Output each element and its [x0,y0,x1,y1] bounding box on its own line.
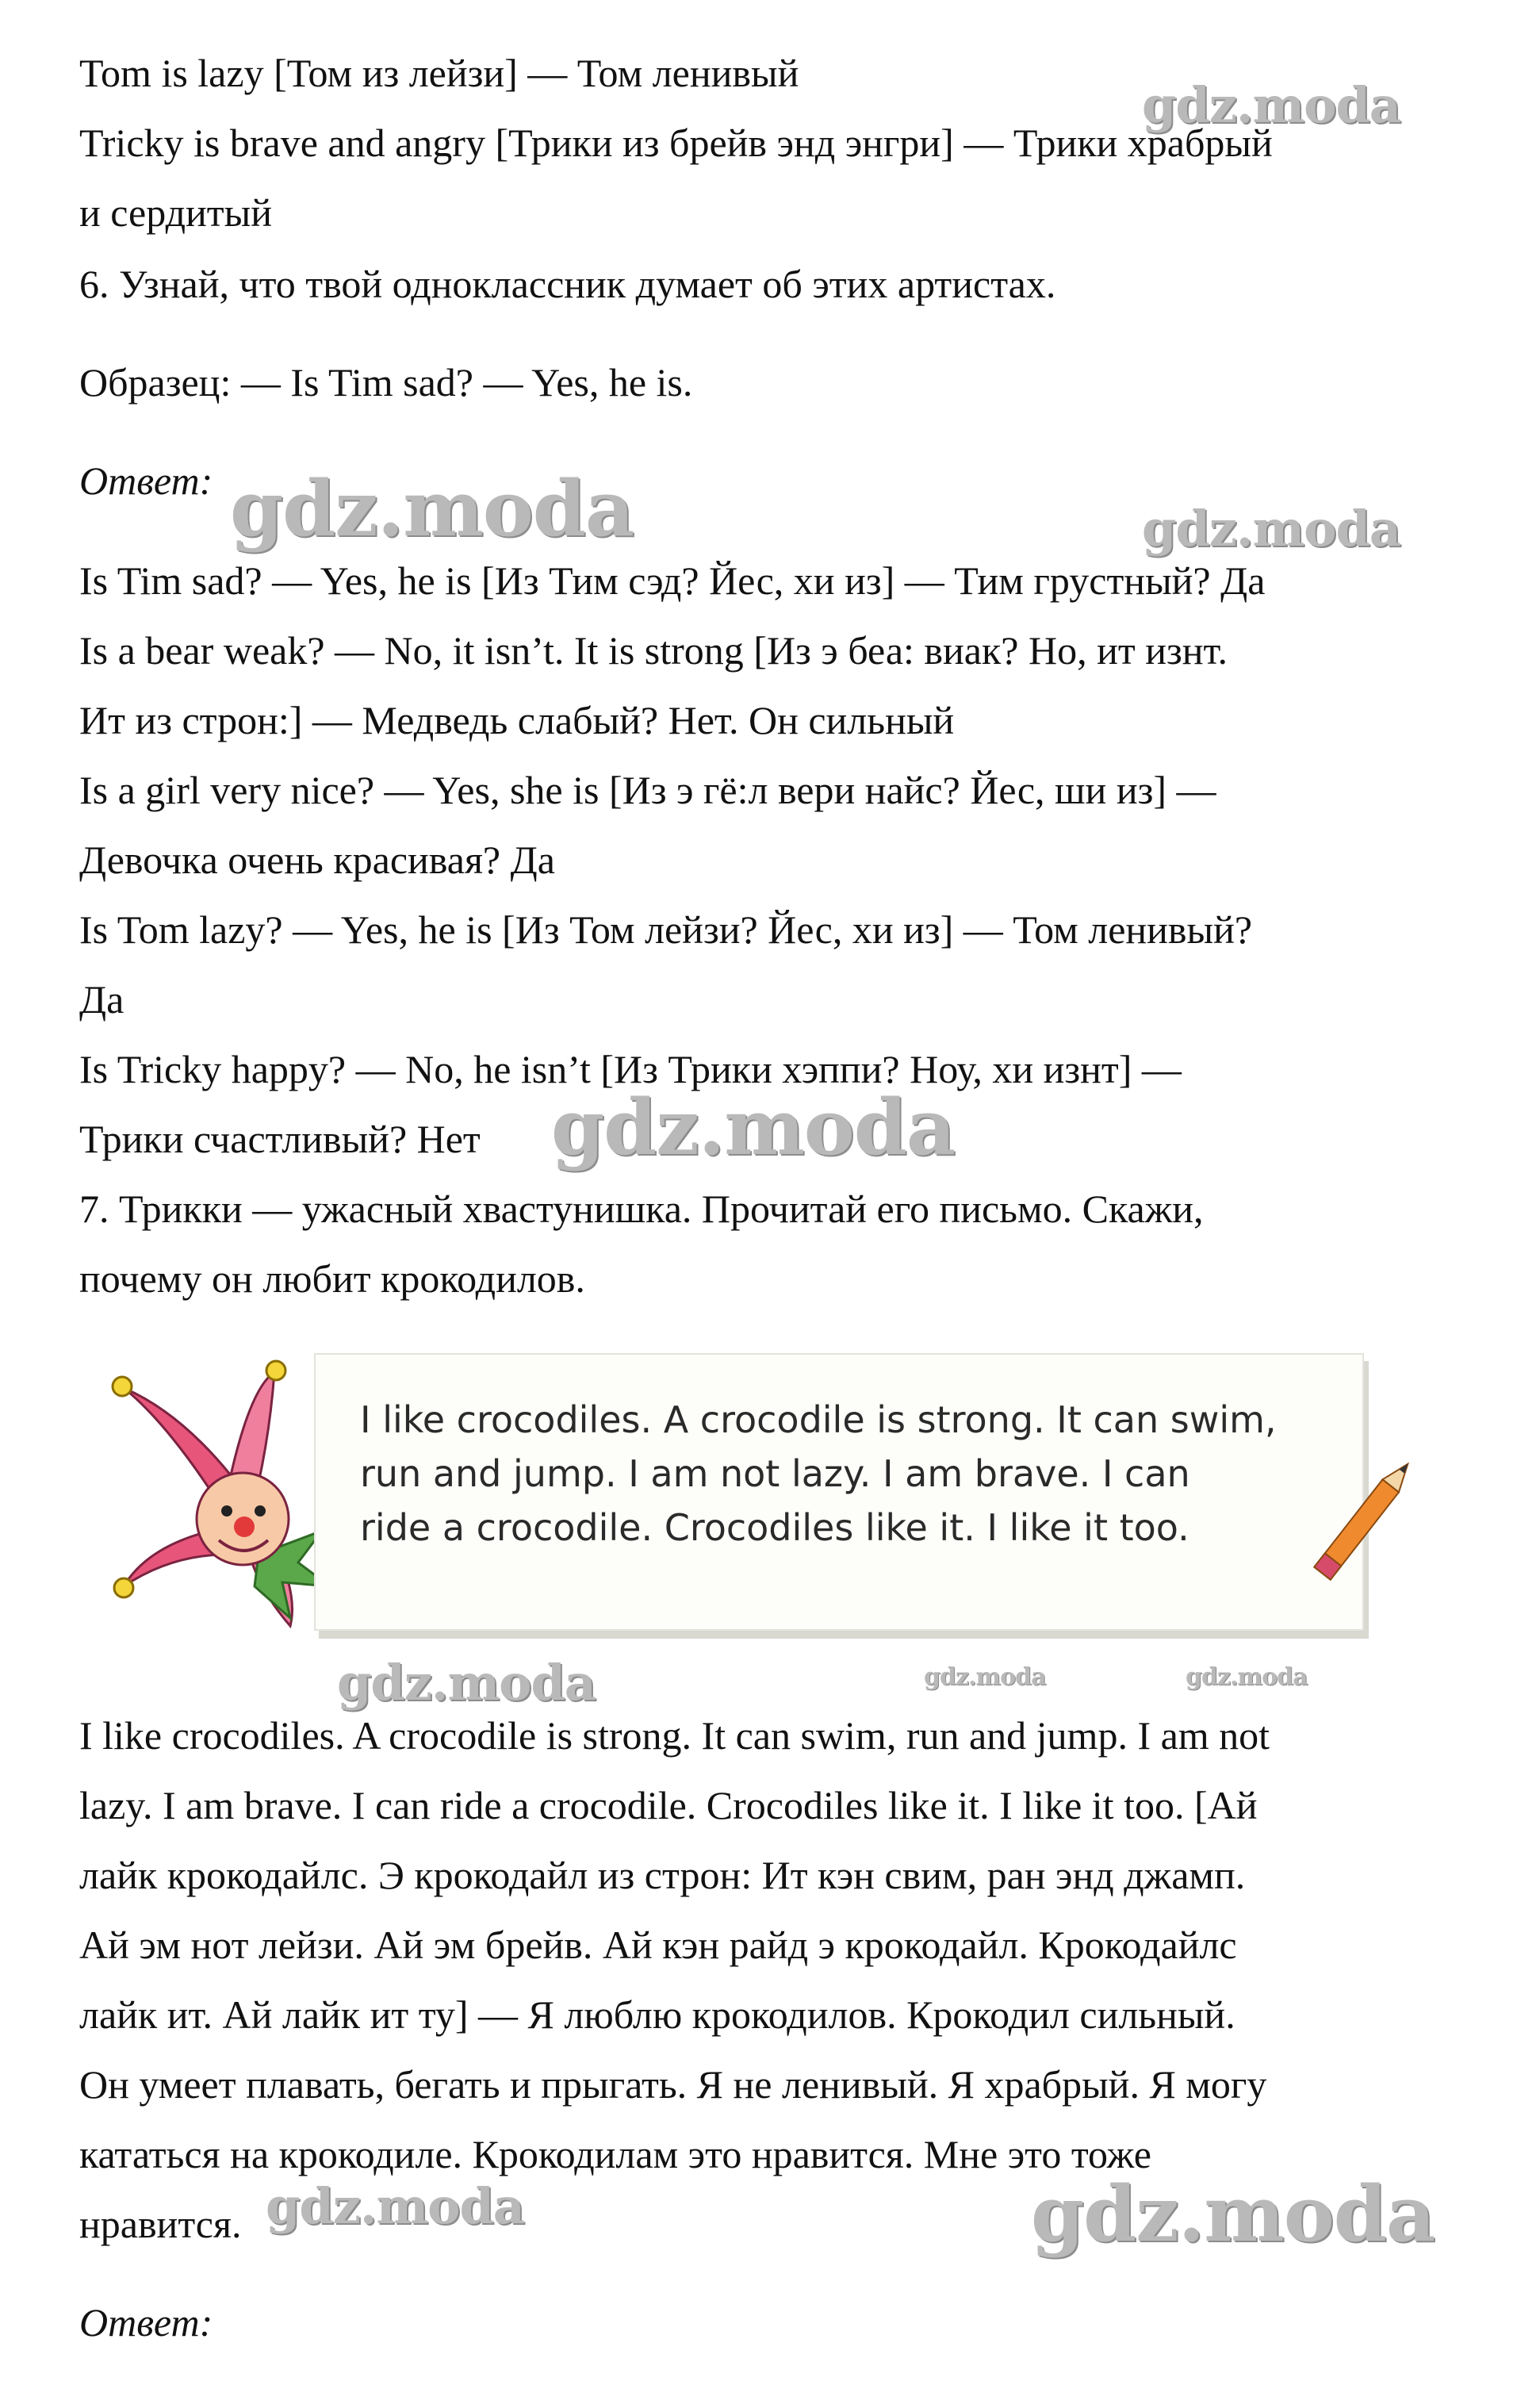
watermark: gdz.moda [230,464,634,554]
task6-answer-line: Is a girl very nice? — Yes, she is [Из э гё:л вери найс? Йес, ши из] — [79,768,1216,812]
watermark: gdz.moda [924,1663,1046,1691]
letter-illustration [76,1348,1440,1650]
vocab-line-tricky-cont: и сердитый [79,190,272,235]
task7-text-line: лайк ит. Ай лайк ит ту] — Я люблю крокодилов. Крокодил сильный. [79,1992,1235,2037]
task7-text-line: кататься на крокодиле. Крокодилам это нравится. Мне это тоже [79,2132,1151,2176]
task7-text-line: нравится. [79,2202,242,2246]
watermark: gdz.moda [551,1083,956,1172]
task7-text-line: Ай эм нот лейзи. Ай эм брейв. Ай кэн райд э крокодайл. Крокодайлс [79,1923,1237,1967]
task6-answer-line: Девочка очень красивая? Да [79,838,555,882]
letter-line: ride a crocodile. Crocodiles like it. I like it too. [360,1506,1189,1549]
task7-heading: 7. Трикки — ужасный хвастунишка. Прочитай его письмо. Скажи, [79,1187,1204,1231]
task6-example: Образец: — Is Tim sad? — Yes, he is. [79,360,693,405]
vocab-line-tricky: Tricky is brave and angry [Трики из брейв энд энгри] — Трики храбрый [79,121,1273,165]
task6-answer-line: Is Tom lazy? — Yes, he is [Из Том лейзи? Йес, хи из] — Том ленивый? [79,907,1253,952]
task7-text-line: lazy. I am brave. I can ride a crocodile. Crocodiles like it. I like it too. [Ай [79,1783,1258,1827]
task7-answer-label: Ответ: [79,2300,213,2345]
vocab-line-tom: Tom is lazy [Том из лейзи] — Том ленивый [79,51,799,95]
task6-heading: 6. Узнай, что твой одноклассник думает об этих артистах. [79,262,1056,306]
watermark: gdz.moda [1031,2169,1435,2259]
task6-answer-line: Is a bear weak? — No, it isn’t. It is strong [Из э беа: виак? Но, ит изнт. [79,628,1228,673]
task6-answer-label: Ответ: [79,458,213,503]
letter-card [314,1353,1364,1631]
task6-answer-line: Is Tricky happy? — No, he isn’t [Из Трики хэппи? Ноу, хи изнт] — [79,1047,1182,1091]
letter-line: run and jump. I am not lazy. I am brave. I can [360,1452,1190,1495]
task6-answer-line: Трики счастливый? Нет [79,1117,481,1161]
task6-answer-line: Да [79,977,125,1022]
task7-text-line: Он умеет плавать, бегать и прыгать. Я не ленивый. Я храбрый. Я могу [79,2062,1267,2107]
task7-text-line: I like crocodiles. A crocodile is strong. It can swim, run and jump. I am not [79,1713,1270,1758]
pencil-icon [1281,1444,1440,1602]
task6-answer-line: Is Tim sad? — Yes, he is [Из Тим сэд? Йес, хи из] — Тим грустный? Да [79,558,1266,603]
task7-text-line: лайк крокодайлс. Э крокодайл из строн: Ит кэн свим, ран энд джамп. [79,1853,1246,1897]
watermark: gdz.moda [1186,1663,1308,1691]
task7-heading-cont: почему он любит крокодилов. [79,1256,585,1301]
task6-answer-line: Ит из строн:] — Медведь слабый? Нет. Он сильный [79,698,955,742]
watermark: gdz.moda [1142,76,1400,134]
watermark: gdz.moda [266,2177,524,2235]
watermark: gdz.moda [337,1654,596,1712]
watermark: gdz.moda [1142,500,1400,558]
letter-line: I like crocodiles. A crocodile is strong. It can swim, [360,1398,1277,1441]
